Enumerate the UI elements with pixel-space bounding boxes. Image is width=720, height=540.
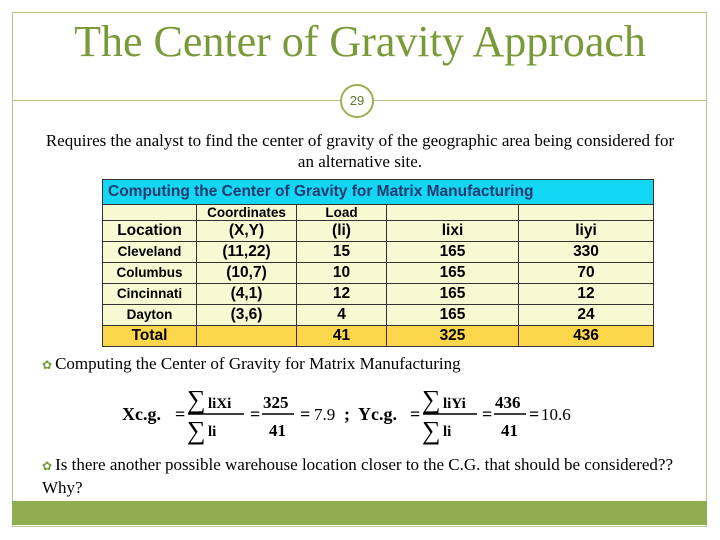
y-cg-label: Yc.g. (358, 404, 397, 424)
svg-text:=: = (410, 404, 421, 424)
bullet-icon: ✿ (42, 358, 53, 372)
y-denominator: 41 (501, 421, 518, 440)
bullet-text: Is there another possible warehouse location closer to the C.G. that should be considered?? Why? (42, 455, 674, 497)
total-coords-cell (197, 326, 297, 347)
sum-symbol: ∑ (422, 385, 441, 414)
x-cg-label: Xc.g. (122, 404, 161, 424)
total-ly-cell: 436 (519, 326, 654, 347)
sum-symbol: ∑ (422, 416, 441, 445)
x-denominator-terms: li (208, 424, 217, 440)
y-result: 10.6 (541, 405, 571, 424)
separator: ; (344, 404, 350, 424)
ly-cell: 330 (519, 242, 654, 263)
footer-bar (12, 501, 707, 525)
load-cell: 12 (297, 284, 387, 305)
bullet-text: Computing the Center of Gravity for Matrix Manufacturing (55, 354, 461, 373)
table-header-row (103, 205, 654, 221)
load-cell: 10 (297, 263, 387, 284)
location-cell: Cincinnati (103, 284, 197, 305)
total-label: Total (103, 326, 197, 347)
x-numerator-terms: liXi (208, 396, 232, 412)
ly-cell: 24 (519, 305, 654, 326)
location-cell: Cleveland (103, 242, 197, 263)
header-cell: Coordinates (197, 205, 297, 221)
bullet-item (42, 353, 682, 376)
bullet-icon: ✿ (42, 459, 53, 473)
header-cell: lixi (387, 221, 519, 242)
coords-cell: (4,1) (197, 284, 297, 305)
total-load-cell: 41 (297, 326, 387, 347)
header-cell: Location (103, 221, 197, 242)
page-number: 29 (340, 84, 374, 118)
table-caption: Computing the Center of Gravity for Matrix Manufacturing (103, 180, 654, 205)
header-cell: (li) (297, 221, 387, 242)
coords-cell: (11,22) (197, 242, 297, 263)
table-row (103, 242, 654, 263)
title-rule-right (374, 100, 707, 101)
header-cell (103, 205, 197, 221)
coords-cell: (10,7) (197, 263, 297, 284)
header-cell (519, 205, 654, 221)
svg-text:=: = (250, 404, 261, 424)
svg-text:=: = (482, 404, 493, 424)
header-cell: Load (297, 205, 387, 221)
ly-cell: 70 (519, 263, 654, 284)
load-cell: 15 (297, 242, 387, 263)
table-total-row (103, 326, 654, 347)
table-row (103, 284, 654, 305)
bullet-item (42, 454, 682, 498)
ly-cell: 12 (519, 284, 654, 305)
title-rule-left (12, 100, 340, 101)
svg-text:=: = (300, 404, 311, 424)
x-result: 7.9 (314, 405, 336, 424)
center-of-gravity-table (102, 179, 654, 347)
slide-title: The Center of Gravity Approach (74, 17, 646, 66)
header-cell: liyi (519, 221, 654, 242)
header-cell: (X,Y) (197, 221, 297, 242)
load-cell: 4 (297, 305, 387, 326)
svg-text:=: = (529, 404, 540, 424)
y-numerator-terms: liYi (443, 396, 466, 412)
center-of-gravity-formula (120, 385, 571, 445)
intro-text: Requires the analyst to find the center of gravity of the geographic area being considered for an alternative site. (45, 131, 675, 171)
y-denominator-terms: li (443, 424, 452, 440)
x-denominator: 41 (269, 421, 286, 440)
location-cell: Dayton (103, 305, 197, 326)
lx-cell: 165 (387, 242, 519, 263)
total-lx-cell: 325 (387, 326, 519, 347)
lx-cell: 165 (387, 284, 519, 305)
header-cell (387, 205, 519, 221)
lx-cell: 165 (387, 263, 519, 284)
x-numerator: 325 (263, 393, 289, 412)
sum-symbol: ∑ (187, 416, 206, 445)
location-cell: Columbus (103, 263, 197, 284)
y-numerator: 436 (495, 393, 521, 412)
coords-cell: (3,6) (197, 305, 297, 326)
table-row (103, 305, 654, 326)
lx-cell: 165 (387, 305, 519, 326)
table-header-row (103, 221, 654, 242)
table-row (103, 263, 654, 284)
svg-text:=: = (175, 404, 186, 424)
sum-symbol: ∑ (187, 385, 206, 414)
